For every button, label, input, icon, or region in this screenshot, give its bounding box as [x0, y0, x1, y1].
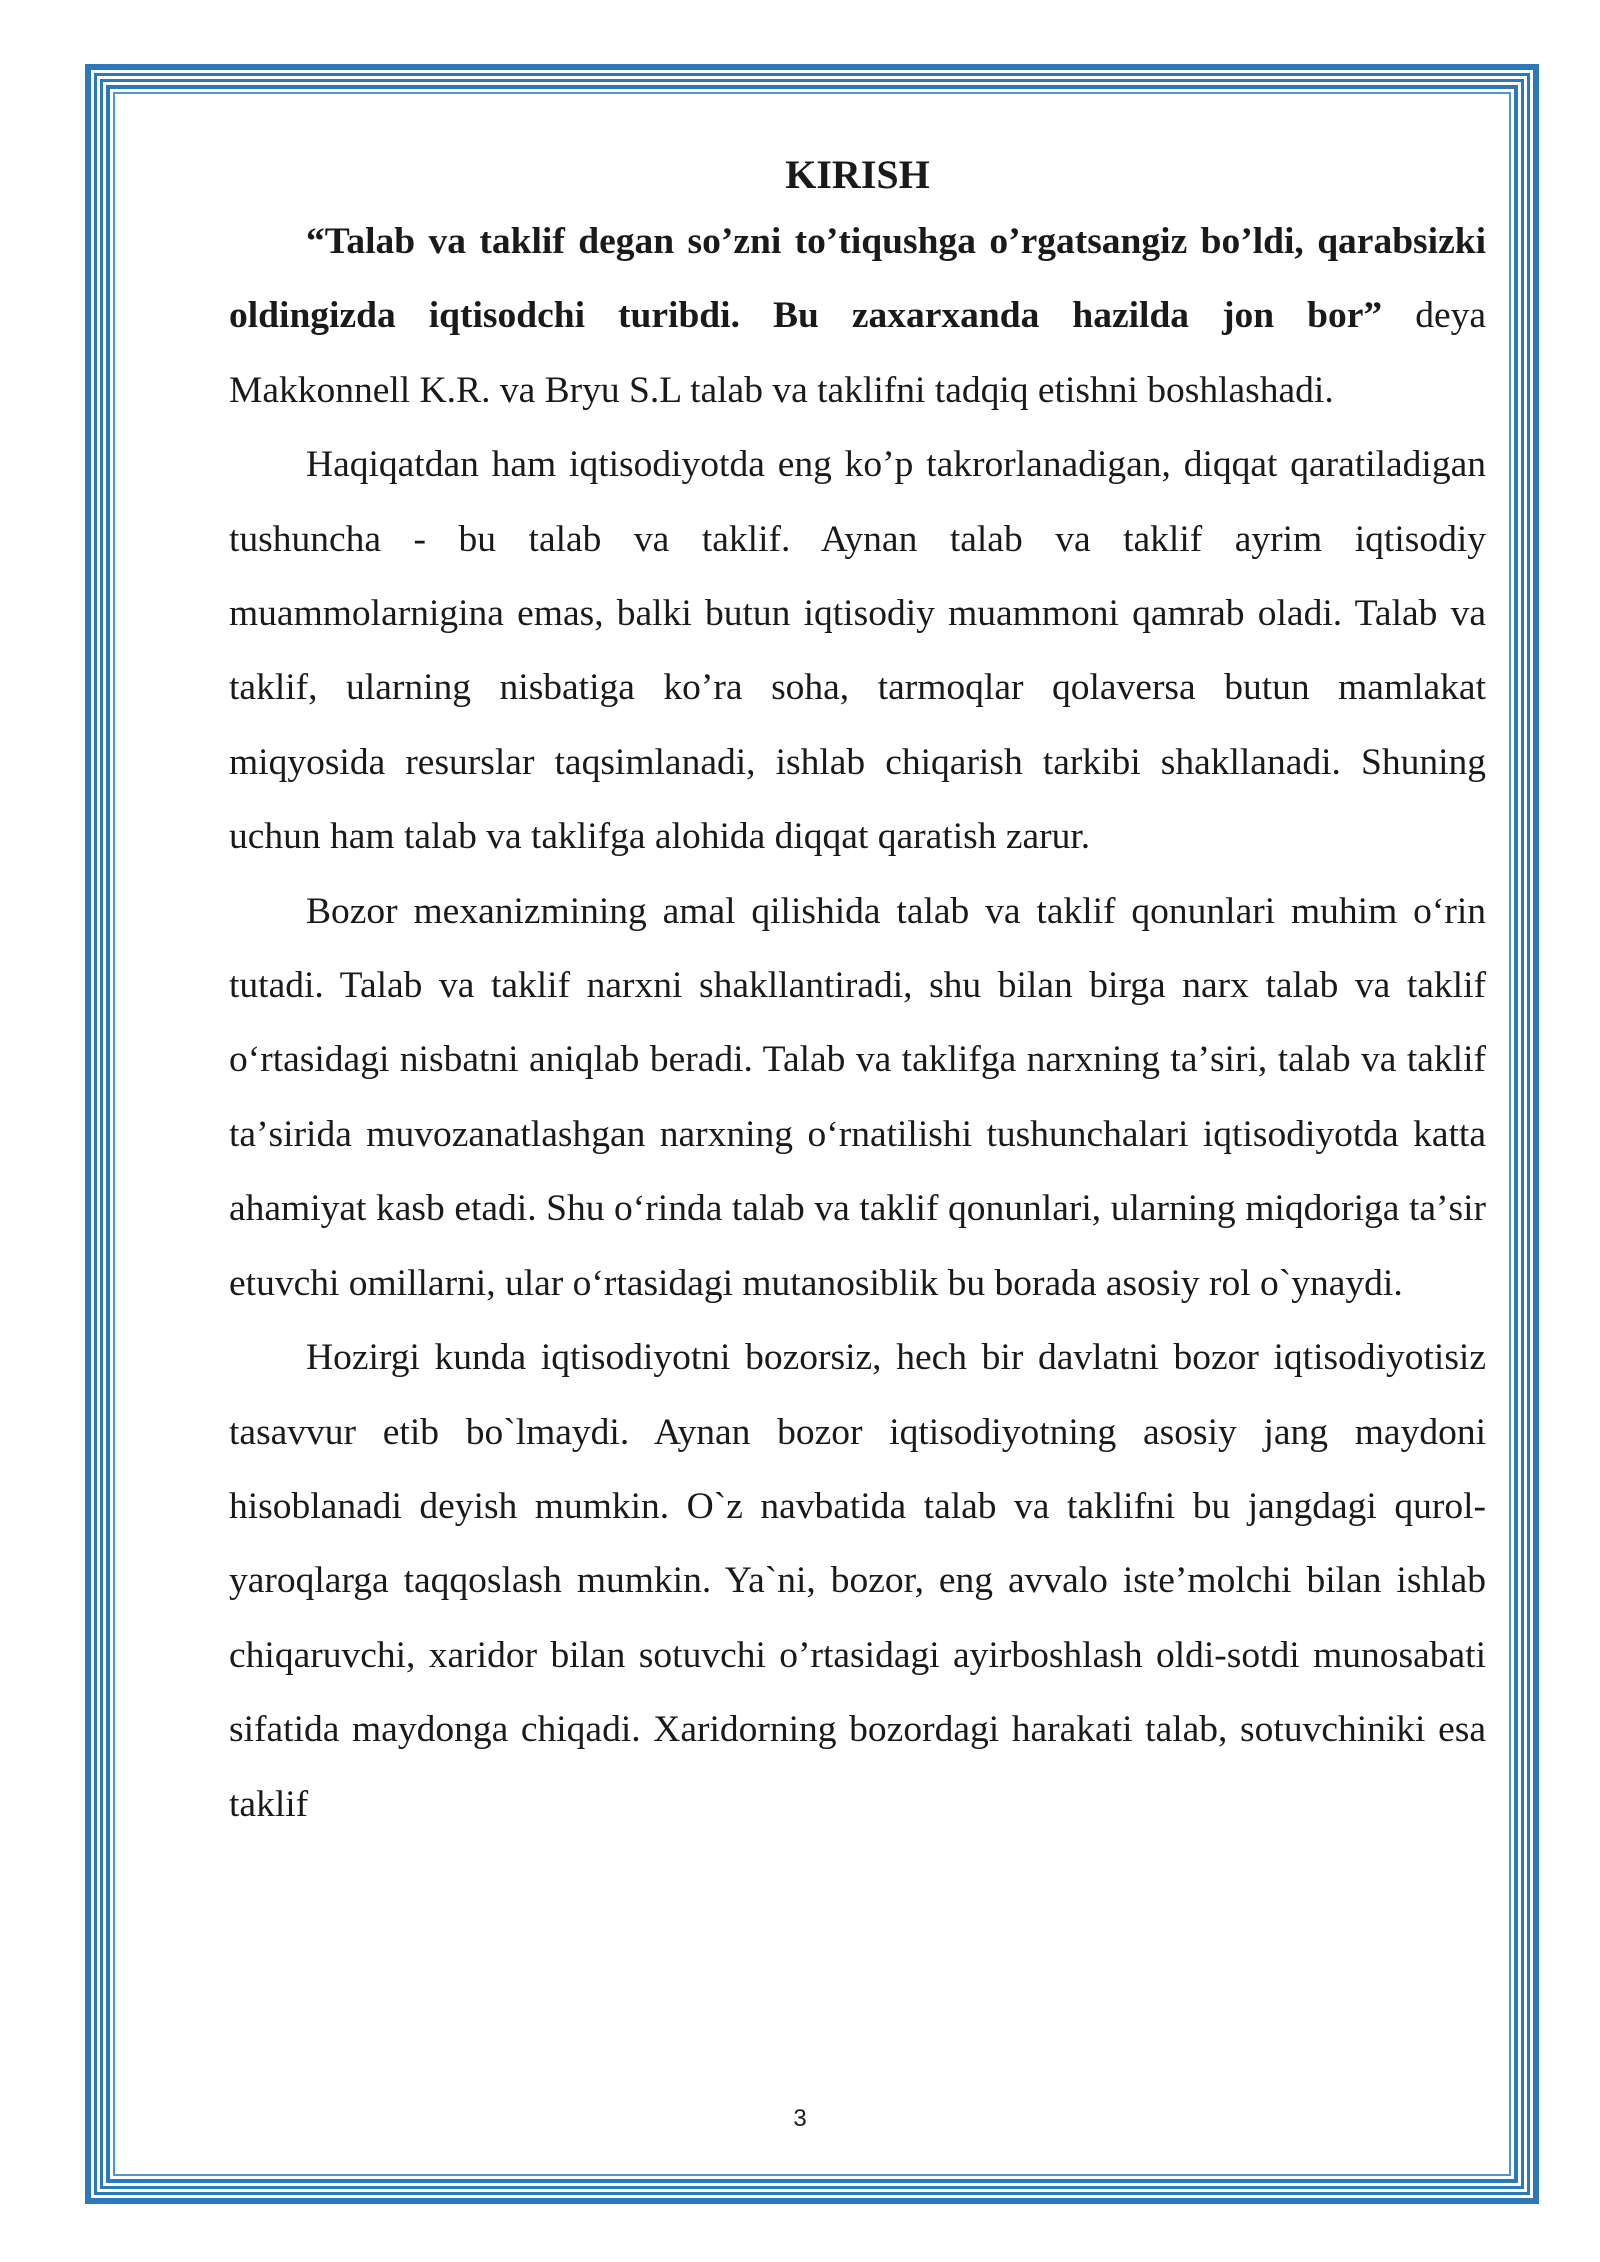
paragraph-2: Haqiqatdan ham iqtisodiyotda eng ko’p takrorlanadigan, diqqat qaratiladigan tushuncha - bu talab va taklif. Aynan talab va taklif ayrim iqtisodiy muammolarnigina emas, balki butun iqtisodiy muammoni qamrab oladi. Talab va taklif, ularning nisbatiga ko’ra soha, tarmoqlar qolaversa butun mamlakat miqyosida resurslar taqsimlanadi, ishlab chiqarish tarkibi shakllanadi. Shuning uchun ham talab va taklifga alohida diqqat qaratish zarur.	[229, 444, 1486, 858]
paragraph-4: Hozirgi kunda iqtisodiyotni bozorsiz, hech bir davlatni bozor iqtisodiyotisiz tasavvur etib bo`lmaydi. Aynan bozor iqtisodiyotning asosiy jang maydoni hisoblanadi deyish mumkin. O`z navbatida talab va taklifni bu jangdagi qurol-yaroqlarga taqqoslash mumkin. Ya`ni, bozor, eng avvalo iste’molchi bilan ishlab chiqaruvchi, xaridor bilan sotuvchi o’rtasidagi ayirboshlash oldi-sotdi munosabati sifatida maydonga chiqadi. Xaridorning bozordagi harakati talab, sotuvchiniki esa taklif	[229, 1337, 1486, 1825]
paragraph-1-text: deya Makkonnell K.R. va Bryu S.L talab va taklifni tadqiq etishni boshlashadi.	[229, 295, 1486, 411]
section-heading: KIRISH	[785, 152, 930, 197]
page-number: 3	[793, 2105, 807, 2132]
quote-text: “Talab va taklif degan so’zni to’tiqushga o’rgatsangiz bo’ldi, qarabsizki oldingizda iqtisodchi turibdi. Bu zaxarxanda hazilda jon bor”	[229, 221, 1486, 337]
paragraph-3: Bozor mexanizmining amal qilishida talab va taklif qonunlari muhim oʻrin tutadi. Talab va taklif narxni shakllantiradi, shu bilan birga narx talab va taklif oʻrtasidagi nisbatni aniqlab beradi. Talab va taklifga narxning taʼsiri, talab va taklif taʼsirida muvozanatlashgan narxning oʻrnatilishi tushunchalari iqtisodiyotda katta ahamiyat kasb etadi. Shu oʻrinda talab va taklif qonunlari, ularning miqdoriga taʼsir etuvchi omillarni, ular oʻrtasidagi mutanosiblik bu borada asosiy rol o`ynaydi.	[229, 890, 1486, 1304]
paragraph-1	[229, 205, 1486, 428]
document-body	[229, 145, 1486, 1842]
